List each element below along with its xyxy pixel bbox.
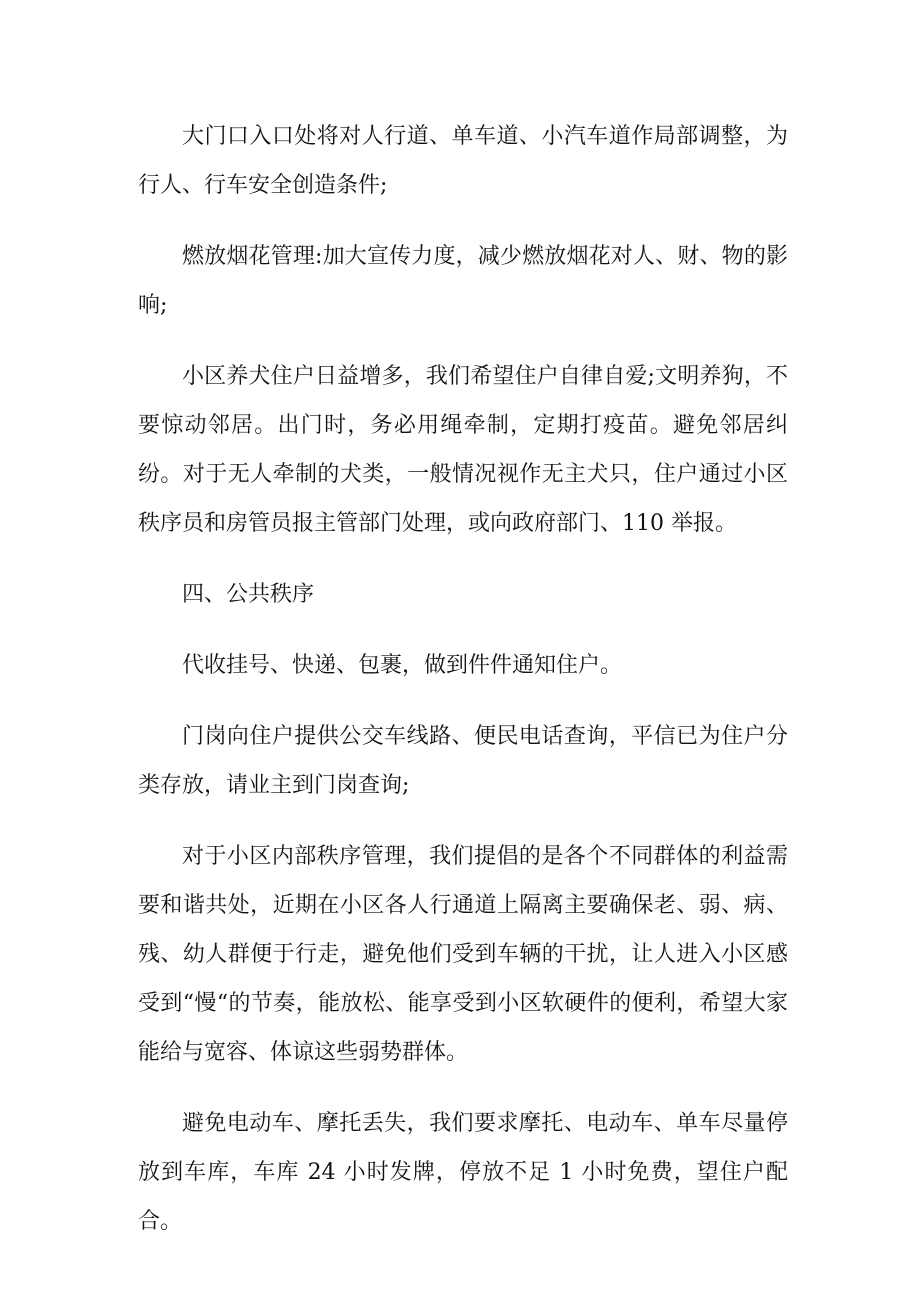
paragraph-fireworks-management: 燃放烟花管理:加大宣传力度，减少燃放烟花对人、财、物的影响; bbox=[138, 244, 788, 318]
paragraph-internal-order: 对于小区内部秩序管理，我们提倡的是各个不同群体的利益需要和谐共处，近期在小区各人行通道上隔离主要确保老、弱、病、残、幼人群便于行走，避免他们受到车辆的干扰，让人进入小区感受到“慢“的节奏，能放松、能享受到小区软硬件的便利，希望大家能给与宽容、体谅这些弱势群体。 bbox=[138, 844, 788, 1065]
document-body bbox=[138, 112, 788, 1246]
section-heading-public-order: 四、公共秩序 bbox=[182, 582, 315, 607]
paragraph-gate-services: 门岗向住户提供公交车线路、便民电话查询，平信已为住户分类存放，请业主到门岗查询; bbox=[138, 724, 788, 798]
paragraph-dog-management: 小区养犬住户日益增多，我们希望住户自律自爱;文明养狗，不要惊动邻居。出门时，务必用绳牵制，定期打疫苗。避免邻居纠纷。对于无人牵制的犬类，一般情况视作无主犬只，住户通过小区秩序员和房管员报主管部门处理，或向政府部门、110 举报。 bbox=[138, 364, 788, 536]
paragraph-parcel-service: 代收挂号、快递、包裹，做到件件通知住户。 bbox=[182, 653, 623, 678]
paragraph-entrance-adjustment: 大门口入口处将对人行道、单车道、小汽车道作局部调整，为行人、行车安全创造条件; bbox=[138, 124, 788, 198]
paragraph-vehicle-parking: 避免电动车、摩托丢失，我们要求摩托、电动车、单车尽量停放到车库，车库 24 小时发牌，停放不足 1 小时免费，望住户配合。 bbox=[138, 1111, 788, 1234]
